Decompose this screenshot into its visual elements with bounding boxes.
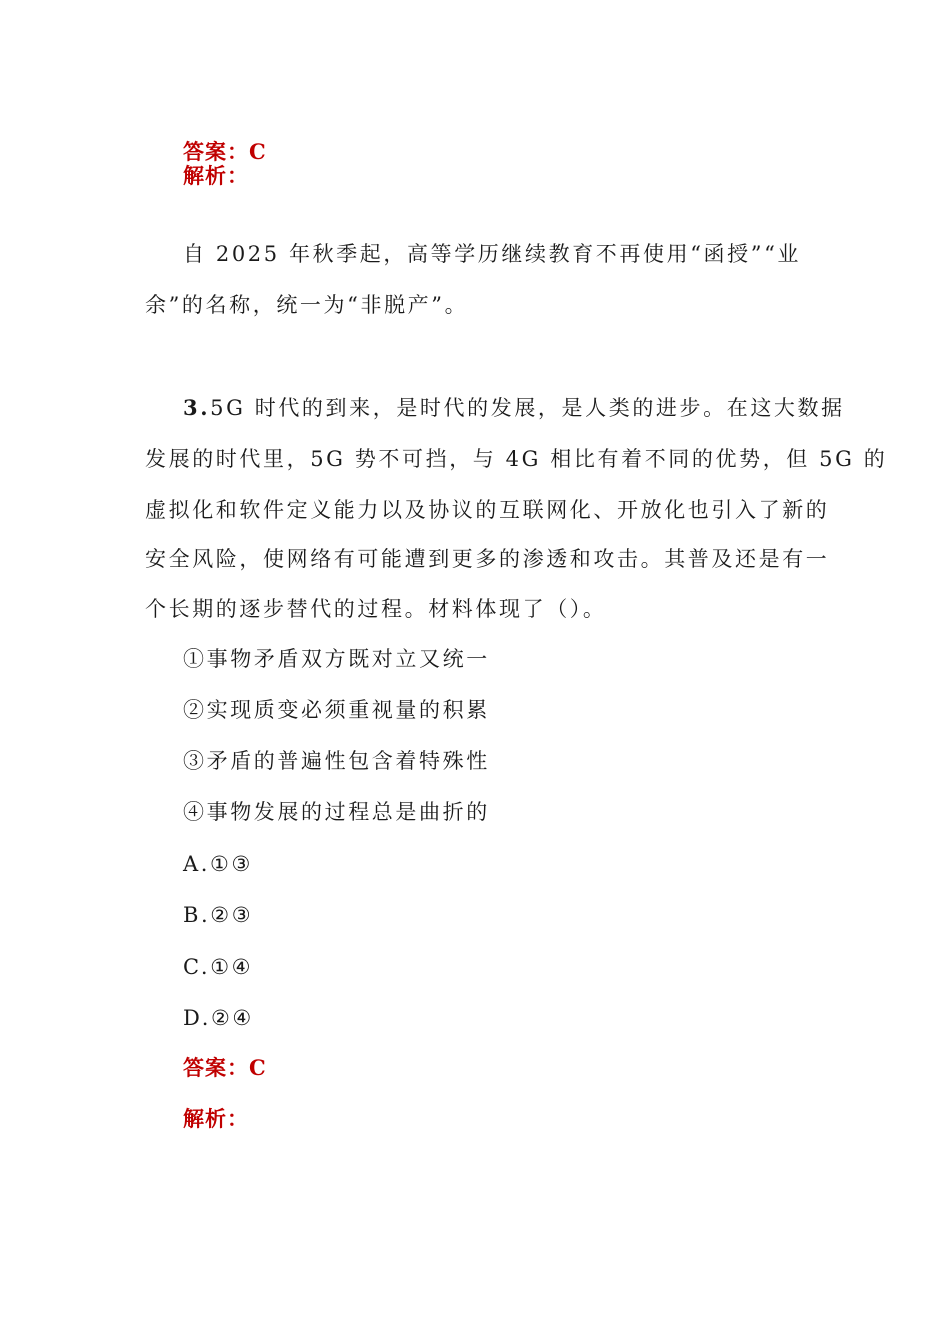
question-stem-line: 发展的时代里，5G 势不可挡，与 4G 相比有着不同的优势，但 5G 的 bbox=[145, 447, 888, 471]
option-a: A.①③ bbox=[183, 852, 253, 876]
statement-item: ④事物发展的过程总是曲折的 bbox=[183, 800, 490, 824]
question-stem-line: 安全风险，使网络有可能遭到更多的渗透和攻击。其普及还是有一 bbox=[145, 547, 830, 571]
option-d: D.②④ bbox=[183, 1006, 254, 1030]
answer-label: 答案：C bbox=[183, 139, 267, 164]
statement-item: ②实现质变必须重视量的积累 bbox=[183, 698, 490, 722]
question-stem-line: 虚拟化和软件定义能力以及协议的互联网化、开放化也引入了新的 bbox=[145, 498, 830, 522]
question-stem-line: 个长期的逐步替代的过程。材料体现了（）。 bbox=[145, 597, 607, 621]
answer-label: 答案：C bbox=[183, 1055, 267, 1080]
statement-item: ①事物矛盾双方既对立又统一 bbox=[183, 647, 490, 671]
statement-item: ③矛盾的普遍性包含着特殊性 bbox=[183, 749, 490, 773]
analysis-label: 解析： bbox=[183, 1106, 249, 1131]
analysis-label: 解析： bbox=[183, 163, 249, 188]
question-stem-line bbox=[183, 395, 848, 421]
option-c: C.①④ bbox=[183, 955, 254, 979]
analysis-text-line: 余”的名称，统一为“非脱产”。 bbox=[145, 293, 469, 317]
question-stem-text: 5G 时代的到来，是时代的发展，是人类的进步。在这大数据 bbox=[210, 396, 845, 420]
analysis-text-line: 自 2025 年秋季起，高等学历继续教育不再使用“函授”“业 bbox=[183, 242, 801, 266]
question-number: 3. bbox=[183, 395, 211, 420]
option-b: B.②③ bbox=[183, 903, 254, 927]
